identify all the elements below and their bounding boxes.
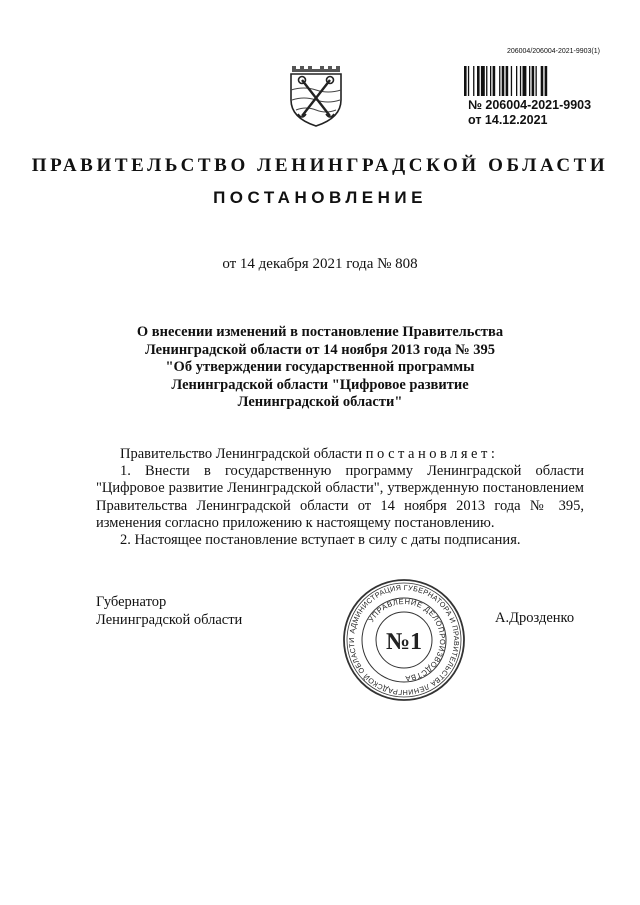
position-line: Ленинградской области [96, 612, 243, 628]
official-seal-stamp [342, 578, 466, 702]
stamp-ring-text: АДМИНИСТРАЦИЯ ГУБЕРНАТОРА И ПРАВИТЕЛЬСТВА ЛЕНИНГРАДСКОЙ ОБЛАСТИ [346, 582, 462, 698]
signatory-name: А.Дрозденко [495, 610, 575, 626]
title-line: Ленинградской области" [237, 394, 403, 410]
registration-number: № 206004-2021-9903 [468, 98, 592, 112]
title-line: О внесении изменений в постановление Правительства [136, 324, 504, 340]
issuing-authority: ПРАВИТЕЛЬСТВО ЛЕНИНГРАДСКОЙ ОБЛАСТИ [31, 155, 609, 176]
registration-date: от 14.12.2021 [468, 113, 548, 127]
barcode-icon [464, 66, 594, 96]
decree-date-number: от 14 декабря 2021 года № 808 [222, 256, 418, 272]
decree-title [100, 324, 540, 412]
signatory-position [96, 593, 242, 629]
title-line: "Об утверждении государственной программы [165, 359, 475, 375]
body-item-1: 1. Внести в государственную программу Ленинградской области "Цифровое развитие Ленинградской области", утвержденную постановлением Правительства Ленинградской области от 14 ноября 2013 года № 395, изменения согласно приложению к настоящему постановлению. [96, 463, 584, 531]
intro-spaced: постановляет: [365, 446, 499, 462]
body-intro [96, 446, 584, 463]
registration-code-top: 206004/206004-2021-9903(1) [506, 48, 600, 55]
document-type: ПОСТАНОВЛЕНИЕ [213, 188, 427, 207]
intro-text: Правительство Ленинградской области [120, 446, 366, 462]
title-line: Ленинградской области "Цифровое развитие [171, 376, 469, 393]
stamp-inner-text: УПРАВЛЕНИЕ ДЕЛОПРОИЗВОДСТВА [366, 596, 448, 684]
position-line: Губернатор [96, 594, 167, 610]
body-item-2: 2. Настоящее постановление вступает в силу с даты подписания. [120, 532, 521, 549]
title-line: Ленинградской области от 14 ноября 2013 года № 395 [144, 341, 496, 358]
decree-body [96, 446, 584, 549]
leningrad-oblast-coat-of-arms-icon [286, 60, 346, 128]
registration-block [468, 98, 591, 128]
stamp-number: №1 [385, 629, 423, 655]
